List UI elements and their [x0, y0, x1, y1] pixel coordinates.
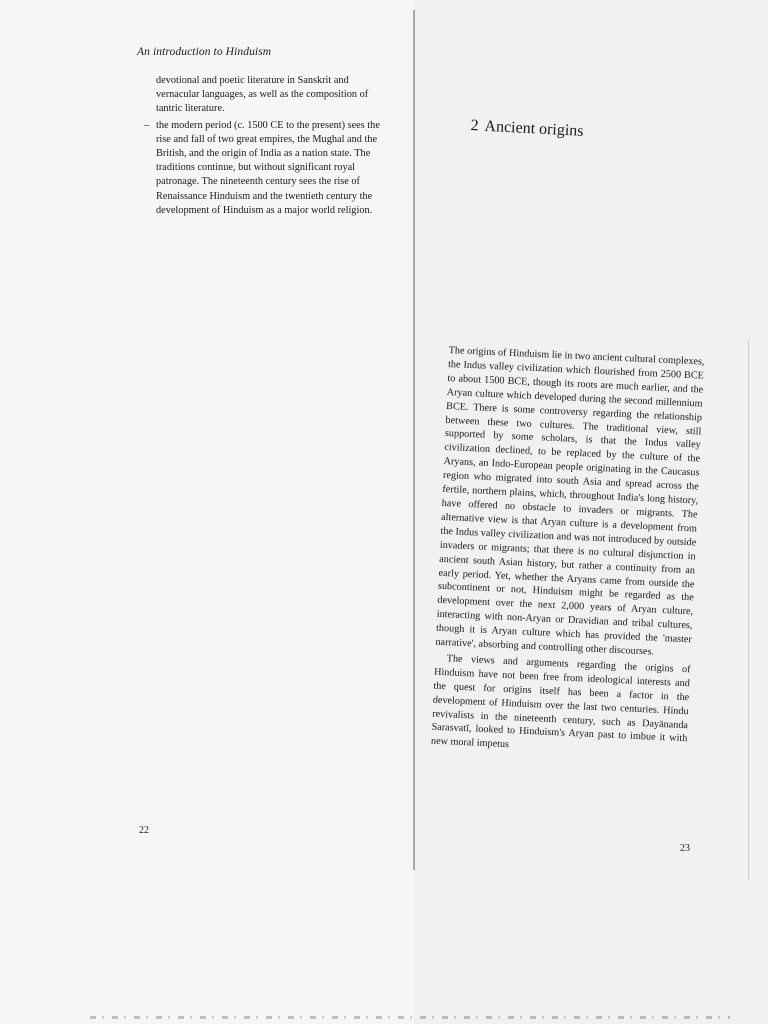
body-paragraph-2: The views and arguments regarding the origins of Hinduism have not been free from ideological interests and the quest for origins itself has been a factor in the development of Hinduism over the last two centuries. Hindu revivalists in the nineteenth century, such as Dayānanda Sarasvatī, looked to Hinduism's Aryan past to imbue it with new moral impetus	[430, 653, 691, 751]
page-number-right: 23	[680, 843, 690, 854]
page-edge	[748, 340, 749, 880]
chapter-title: Ancient origins	[484, 117, 584, 140]
scan-artifact	[90, 1016, 730, 1019]
continuation-paragraph: devotional and poetic literature in Sanskrit and vernacular languages, as well as the composition of tantric literature.	[156, 75, 369, 115]
bullet-item	[144, 119, 394, 218]
bullet-text: the modern period (c. 1500 CE to the present) sees the rise and fall of two great empires, the Mughal and the British, and the origin of India as a nation state. The traditions continue, but without significant royal patronage. The nineteenth century sees the rise of Renaissance Hinduism and the twentieth century the development of Hinduism as a major world religion.	[156, 119, 380, 216]
running-head: An introduction to Hinduism	[137, 46, 272, 58]
page-number-left: 22	[139, 825, 149, 836]
chapter-number: 2	[470, 117, 479, 135]
bullet-marker: –	[144, 119, 150, 131]
left-page-text	[144, 74, 394, 218]
body-paragraph-1: The origins of Hinduism lie in two ancient cultural complexes, the Indus valley civilization which flourished from 2500 BCE to about 1500 BCE, though its roots are much earlier, and the Aryan culture which developed during the second millennium BCE. There is some controversy regarding the relationship between these two cultures. The traditional view, still supported by some scholars, is that the Indus valley civilization declined, to be replaced by the culture of the Aryans, an Indo-European people originating in the Caucasus region who migrated into south Asia and spread across the fertile, northern plains, which, throughout India's long history, have offered no obstacle to invaders or migrants. The alternative view is that Aryan culture is a development from the Indus valley civilization and was not introduced by outside invaders or migrants; that there is no cultural disjunction in ancient south Asian history, but rather a continuity from an early period. Yet, whether the Aryans came from outside the subcontinent or not, Hinduism might be regarded as the development over the next 2,000 years of Aryan culture, interacting with non-Aryan or Dravidian and tribal cultures, though it is Aryan culture which has provided the 'master narrative', absorbing and controlling other discourses.	[435, 344, 705, 658]
book-gutter	[413, 10, 415, 870]
chapter-body	[431, 344, 705, 760]
